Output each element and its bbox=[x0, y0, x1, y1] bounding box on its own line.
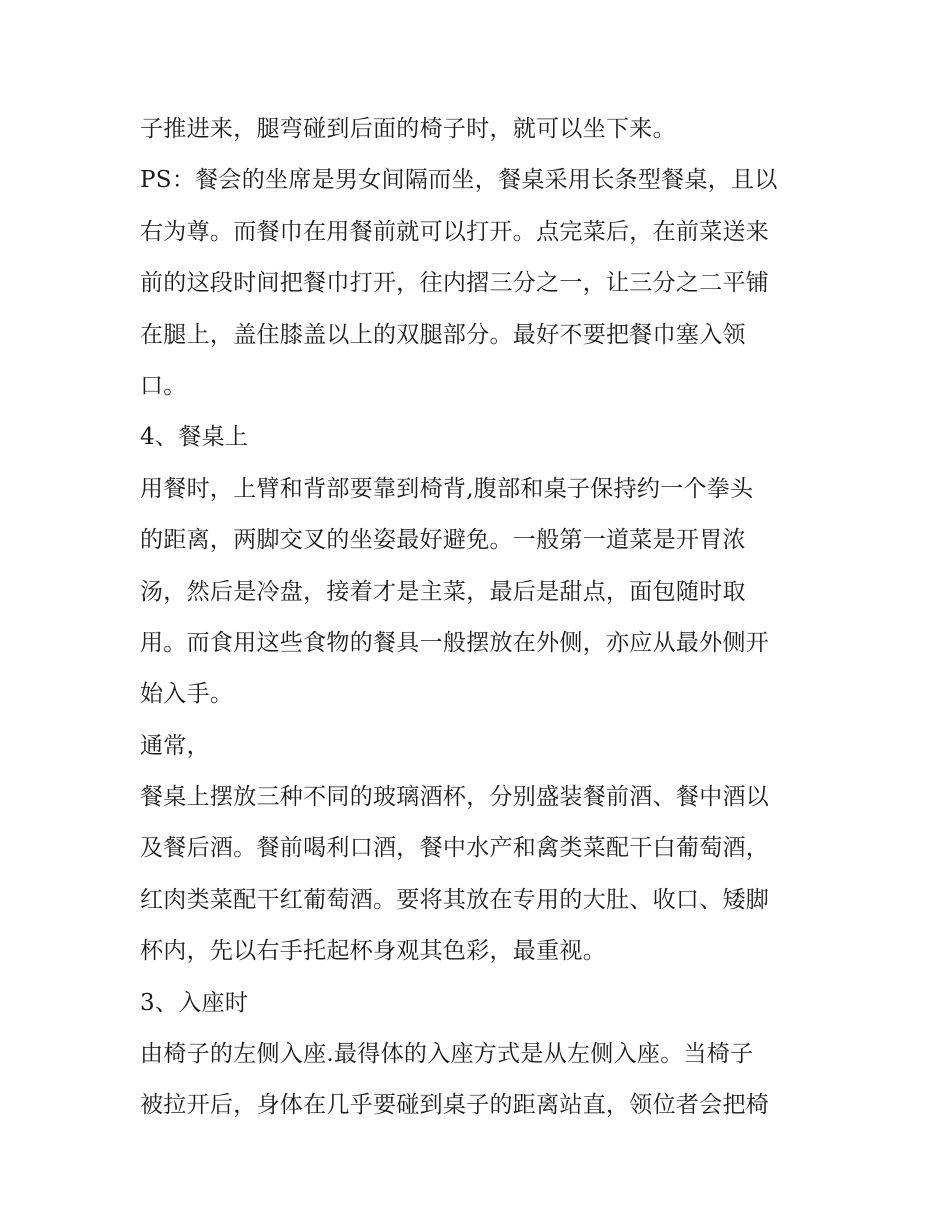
text-line: 的距离，两脚交叉的坐姿最好避免。一般第一道菜是开胃浓 bbox=[140, 527, 746, 554]
text-line: 用。而食用这些食物的餐具一般摆放在外侧，亦应从最外侧开 bbox=[140, 629, 770, 656]
text-line: 杯内，先以右手托起杯身观其色彩，最重视。 bbox=[140, 938, 606, 965]
text-line: 前的这段时间把餐巾打开，往内摺三分之一，让三分之二平铺 bbox=[140, 270, 770, 297]
text-line: 被拉开后，身体在几乎要碰到桌子的距离站直，领位者会把椅 bbox=[140, 1092, 770, 1119]
text-line: 由椅子的左侧入座.最得体的入座方式是从左侧入座。当椅子 bbox=[140, 1041, 754, 1068]
text-line: 右为尊。而餐巾在用餐前就可以打开。点完菜后，在前菜送来 bbox=[140, 218, 770, 245]
text-line: 子推进来，腿弯碰到后面的椅子时，就可以坐下来。 bbox=[140, 116, 676, 142]
text-line: 用餐时，上臂和背部要靠到椅背,腹部和桌子保持约一个拳头 bbox=[140, 475, 754, 502]
text-line: 及餐后酒。餐前喝利口酒，餐中水产和禽类菜配干白葡萄酒， bbox=[140, 835, 770, 862]
document-body bbox=[140, 106, 830, 1134]
text-line: 通常， bbox=[140, 732, 210, 759]
text-line: 口。 bbox=[140, 372, 187, 399]
text-line: 始入手。 bbox=[140, 681, 234, 708]
text-line: 餐桌上摆放三种不同的玻璃酒杯，分别盛装餐前酒、餐中酒以 bbox=[140, 784, 770, 811]
section-heading: 3、入座时 bbox=[140, 989, 249, 1016]
text-line: PS：餐会的坐席是男女间隔而坐，餐桌采用长条型餐桌，且以 bbox=[140, 167, 778, 194]
text-line: 红肉类菜配干红葡萄酒。要将其放在专用的大肚、收口、矮脚 bbox=[140, 886, 770, 913]
section-heading: 4、餐桌上 bbox=[140, 424, 249, 451]
text-line: 在腿上，盖住膝盖以上的双腿部分。最好不要把餐巾塞入领 bbox=[140, 321, 746, 348]
text-line: 汤，然后是冷盘，接着才是主菜，最后是甜点，面包随时取 bbox=[140, 578, 746, 605]
